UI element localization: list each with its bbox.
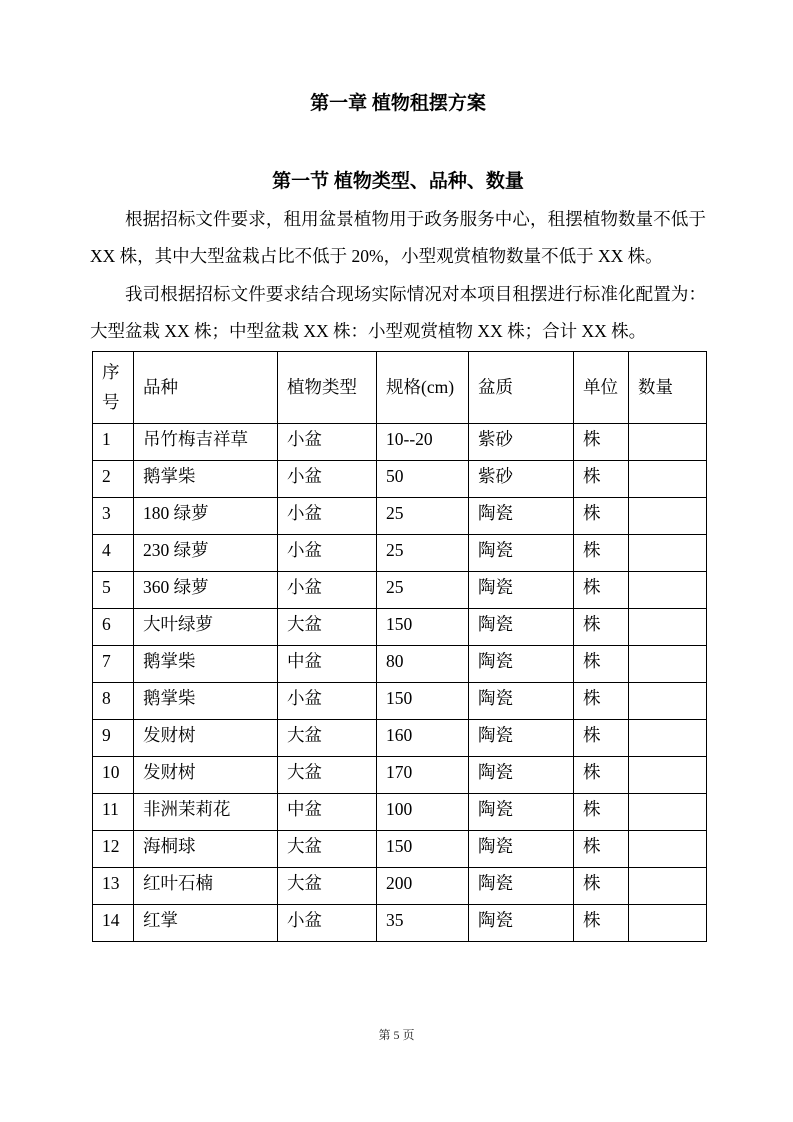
table-cell: 株 (574, 645, 629, 682)
table-cell (629, 830, 707, 867)
table-cell: 小盆 (278, 682, 377, 719)
table-cell (629, 867, 707, 904)
table-cell: 150 (377, 608, 469, 645)
table-cell: 170 (377, 756, 469, 793)
table-cell: 小盆 (278, 423, 377, 460)
table-cell: 5 (93, 571, 134, 608)
table-cell: 230 绿萝 (134, 534, 278, 571)
table-row (93, 423, 707, 460)
table-cell: 25 (377, 497, 469, 534)
table-cell: 10 (93, 756, 134, 793)
table-cell: 株 (574, 571, 629, 608)
table-cell: 25 (377, 534, 469, 571)
table-cell: 150 (377, 682, 469, 719)
table-row (93, 793, 707, 830)
table-cell: 14 (93, 904, 134, 941)
table-cell: 株 (574, 756, 629, 793)
table-cell: 160 (377, 719, 469, 756)
table-row (93, 497, 707, 534)
table-row (93, 719, 707, 756)
table-cell: 11 (93, 793, 134, 830)
table-cell: 鹅掌柴 (134, 645, 278, 682)
table-cell: 360 绿萝 (134, 571, 278, 608)
table-cell: 80 (377, 645, 469, 682)
section-title: 第一节 植物类型、品种、数量 (272, 171, 524, 192)
table-cell: 株 (574, 830, 629, 867)
table-cell: 9 (93, 719, 134, 756)
table-cell: 35 (377, 904, 469, 941)
table-cell: 13 (93, 867, 134, 904)
table-cell: 25 (377, 571, 469, 608)
column-header-3: 规格(cm) (377, 351, 469, 423)
table-cell: 中盆 (278, 645, 377, 682)
table-cell: 株 (574, 793, 629, 830)
table-cell (629, 904, 707, 941)
table-cell: 陶瓷 (469, 756, 574, 793)
page-content (90, 0, 706, 942)
table-cell: 4 (93, 534, 134, 571)
table-cell: 株 (574, 534, 629, 571)
table-cell: 株 (574, 497, 629, 534)
table-cell: 非洲茉莉花 (134, 793, 278, 830)
chapter-title: 第一章 植物租摆方案 (310, 93, 486, 114)
plant-rental-table (92, 351, 707, 942)
table-cell: 小盆 (278, 904, 377, 941)
table-cell: 发财树 (134, 756, 278, 793)
table-cell (629, 682, 707, 719)
table-cell: 陶瓷 (469, 830, 574, 867)
table-row (93, 608, 707, 645)
table-cell: 150 (377, 830, 469, 867)
table-cell: 大盆 (278, 756, 377, 793)
table-cell: 陶瓷 (469, 497, 574, 534)
table-cell: 6 (93, 608, 134, 645)
table-header-row (93, 351, 707, 423)
table-cell: 大盆 (278, 719, 377, 756)
table-cell: 小盆 (278, 534, 377, 571)
table-cell (629, 534, 707, 571)
paragraph-configuration: 我司根据招标文件要求结合现场实际情况对本项目租摆进行标准化配置为：大型盆栽 XX 株；中型盆栽 XX 株：小型观赏植物 XX 株；合计 XX 株。 (90, 283, 706, 342)
column-header-0: 序号 (93, 351, 134, 423)
page-number: 第 5 页 (378, 1028, 415, 1042)
table-cell: 陶瓷 (469, 571, 574, 608)
table-cell (629, 497, 707, 534)
table-cell: 大盆 (278, 867, 377, 904)
table-cell: 10--20 (377, 423, 469, 460)
table-cell: 株 (574, 904, 629, 941)
table-cell: 陶瓷 (469, 719, 574, 756)
table-cell (629, 423, 707, 460)
table-cell (629, 608, 707, 645)
table-row (93, 460, 707, 497)
table-cell (629, 571, 707, 608)
table-body (93, 423, 707, 941)
table-row (93, 645, 707, 682)
table-cell: 小盆 (278, 497, 377, 534)
table-row (93, 904, 707, 941)
table-cell: 小盆 (278, 571, 377, 608)
table-cell: 7 (93, 645, 134, 682)
table-row (93, 571, 707, 608)
table-cell: 50 (377, 460, 469, 497)
table-cell: 100 (377, 793, 469, 830)
table-cell: 陶瓷 (469, 867, 574, 904)
table-cell: 海桐球 (134, 830, 278, 867)
table-cell: 陶瓷 (469, 645, 574, 682)
table-cell: 株 (574, 867, 629, 904)
column-header-4: 盆质 (469, 351, 574, 423)
table-cell: 鹅掌柴 (134, 460, 278, 497)
table-cell: 1 (93, 423, 134, 460)
table-cell: 陶瓷 (469, 682, 574, 719)
table-cell: 大盆 (278, 830, 377, 867)
table-cell: 180 绿萝 (134, 497, 278, 534)
table-cell: 紫砂 (469, 423, 574, 460)
table-cell (629, 756, 707, 793)
table-cell: 2 (93, 460, 134, 497)
table-cell: 大叶绿萝 (134, 608, 278, 645)
table-cell: 发财树 (134, 719, 278, 756)
table-cell (629, 460, 707, 497)
table-cell: 12 (93, 830, 134, 867)
table-cell: 吊竹梅吉祥草 (134, 423, 278, 460)
table-row (93, 830, 707, 867)
table-row (93, 756, 707, 793)
table-cell: 红叶石楠 (134, 867, 278, 904)
table-row (93, 534, 707, 571)
table-cell: 200 (377, 867, 469, 904)
table-cell: 红掌 (134, 904, 278, 941)
table-cell: 株 (574, 719, 629, 756)
table-row (93, 682, 707, 719)
table-cell (629, 719, 707, 756)
table-cell: 株 (574, 682, 629, 719)
table-cell: 陶瓷 (469, 904, 574, 941)
table-cell: 株 (574, 423, 629, 460)
table-cell: 3 (93, 497, 134, 534)
table-cell: 鹅掌柴 (134, 682, 278, 719)
column-header-6: 数量 (629, 351, 707, 423)
table-cell: 小盆 (278, 460, 377, 497)
table-cell (629, 793, 707, 830)
table-cell (629, 645, 707, 682)
table-cell: 陶瓷 (469, 608, 574, 645)
table-cell: 中盆 (278, 793, 377, 830)
column-header-5: 单位 (574, 351, 629, 423)
table-cell: 株 (574, 460, 629, 497)
table-cell: 陶瓷 (469, 793, 574, 830)
table-cell: 8 (93, 682, 134, 719)
table-cell: 大盆 (278, 608, 377, 645)
paragraph-requirements: 根据招标文件要求，租用盆景植物用于政务服务中心，租摆植物数量不低于 XX 株，其中大型盆栽占比不低于 20%，小型观赏植物数量不低于 XX 株。 (90, 209, 706, 267)
table-cell: 陶瓷 (469, 534, 574, 571)
column-header-2: 植物类型 (278, 351, 377, 423)
table-row (93, 867, 707, 904)
column-header-1: 品种 (134, 351, 278, 423)
table-cell: 株 (574, 608, 629, 645)
table-cell: 紫砂 (469, 460, 574, 497)
